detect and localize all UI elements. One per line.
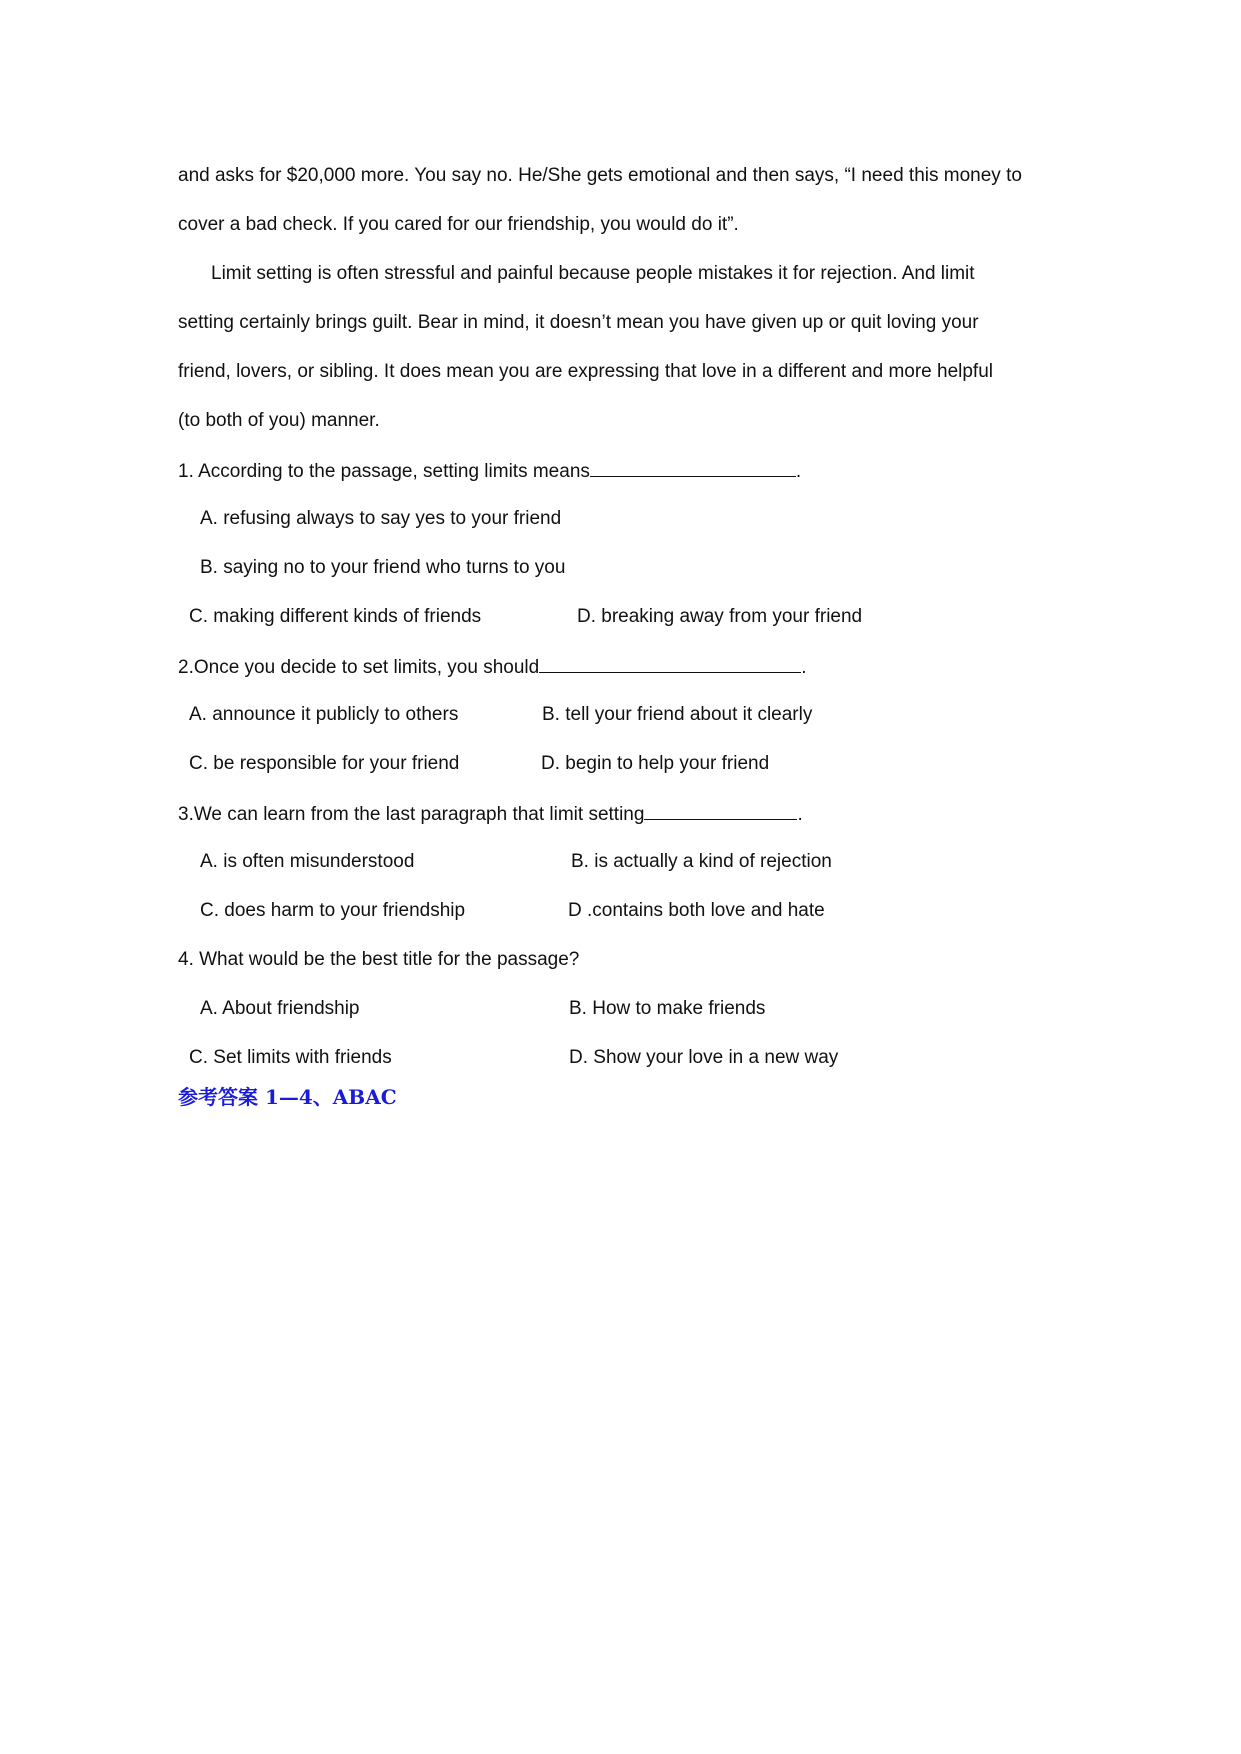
question-1-option-d: D. breaking away from your friend <box>577 606 863 627</box>
question-4-option-c: C. Set limits with friends <box>189 1047 392 1068</box>
question-stem-text: 1. According to the passage, setting limits means <box>178 461 590 482</box>
question-stem-text: 2.Once you decide to set limits, you should <box>178 657 540 678</box>
question-stem-end: . <box>801 657 807 678</box>
question-3-option-b: B. is actually a kind of rejection <box>571 851 832 872</box>
passage-line: setting certainly brings guilt. Bear in mind, it doesn’t mean you have given up or quit loving your <box>178 312 979 333</box>
question-4-option-b: B. How to make friends <box>569 998 766 1019</box>
passage-line: and asks for $20,000 more. You say no. He/She gets emotional and then says, “I need this money to <box>178 165 1022 186</box>
question-4-stem: 4. What would be the best title for the passage? <box>178 949 580 970</box>
question-stem-end: . <box>795 461 802 482</box>
question-1-option-a: A. refusing always to say yes to your friend <box>200 508 562 529</box>
passage-line: cover a bad check. If you cared for our friendship, you would do it”. <box>178 214 739 235</box>
question-2-option-a: A. announce it publicly to others <box>189 704 459 725</box>
question-3-option-d: D .contains both love and hate <box>568 900 825 921</box>
passage-line: friend, lovers, or sibling. It does mean you are expressing that love in a different and more helpful <box>178 361 993 382</box>
question-1-option-c: C. making different kinds of friends <box>189 606 482 627</box>
answer-blank <box>539 654 801 673</box>
question-1-option-b: B. saying no to your friend who turns to you <box>200 557 566 578</box>
passage-line: Limit setting is often stressful and painful because people mistakes it for rejection. And limit <box>211 263 975 284</box>
question-3-stem <box>178 801 803 827</box>
answer-blank <box>590 458 796 477</box>
question-4-option-d: D. Show your love in a new way <box>569 1047 839 1068</box>
question-1-stem <box>178 458 801 484</box>
answer-blank <box>644 801 797 820</box>
answer-key: 参考答案 1—4、ABAC <box>178 1085 397 1109</box>
question-2-option-c: C. be responsible for your friend <box>189 753 460 774</box>
question-stem-text: 3.We can learn from the last paragraph that limit setting <box>178 804 645 825</box>
question-3-option-a: A. is often misunderstood <box>200 851 415 872</box>
passage-line: (to both of you) manner. <box>178 410 380 431</box>
question-stem-end: . <box>797 804 803 825</box>
question-4-option-a: A. About friendship <box>200 998 360 1019</box>
question-2-stem <box>178 654 806 680</box>
question-2-option-b: B. tell your friend about it clearly <box>542 704 813 725</box>
question-2-option-d: D. begin to help your friend <box>541 753 770 774</box>
question-3-option-c: C. does harm to your friendship <box>200 900 466 921</box>
